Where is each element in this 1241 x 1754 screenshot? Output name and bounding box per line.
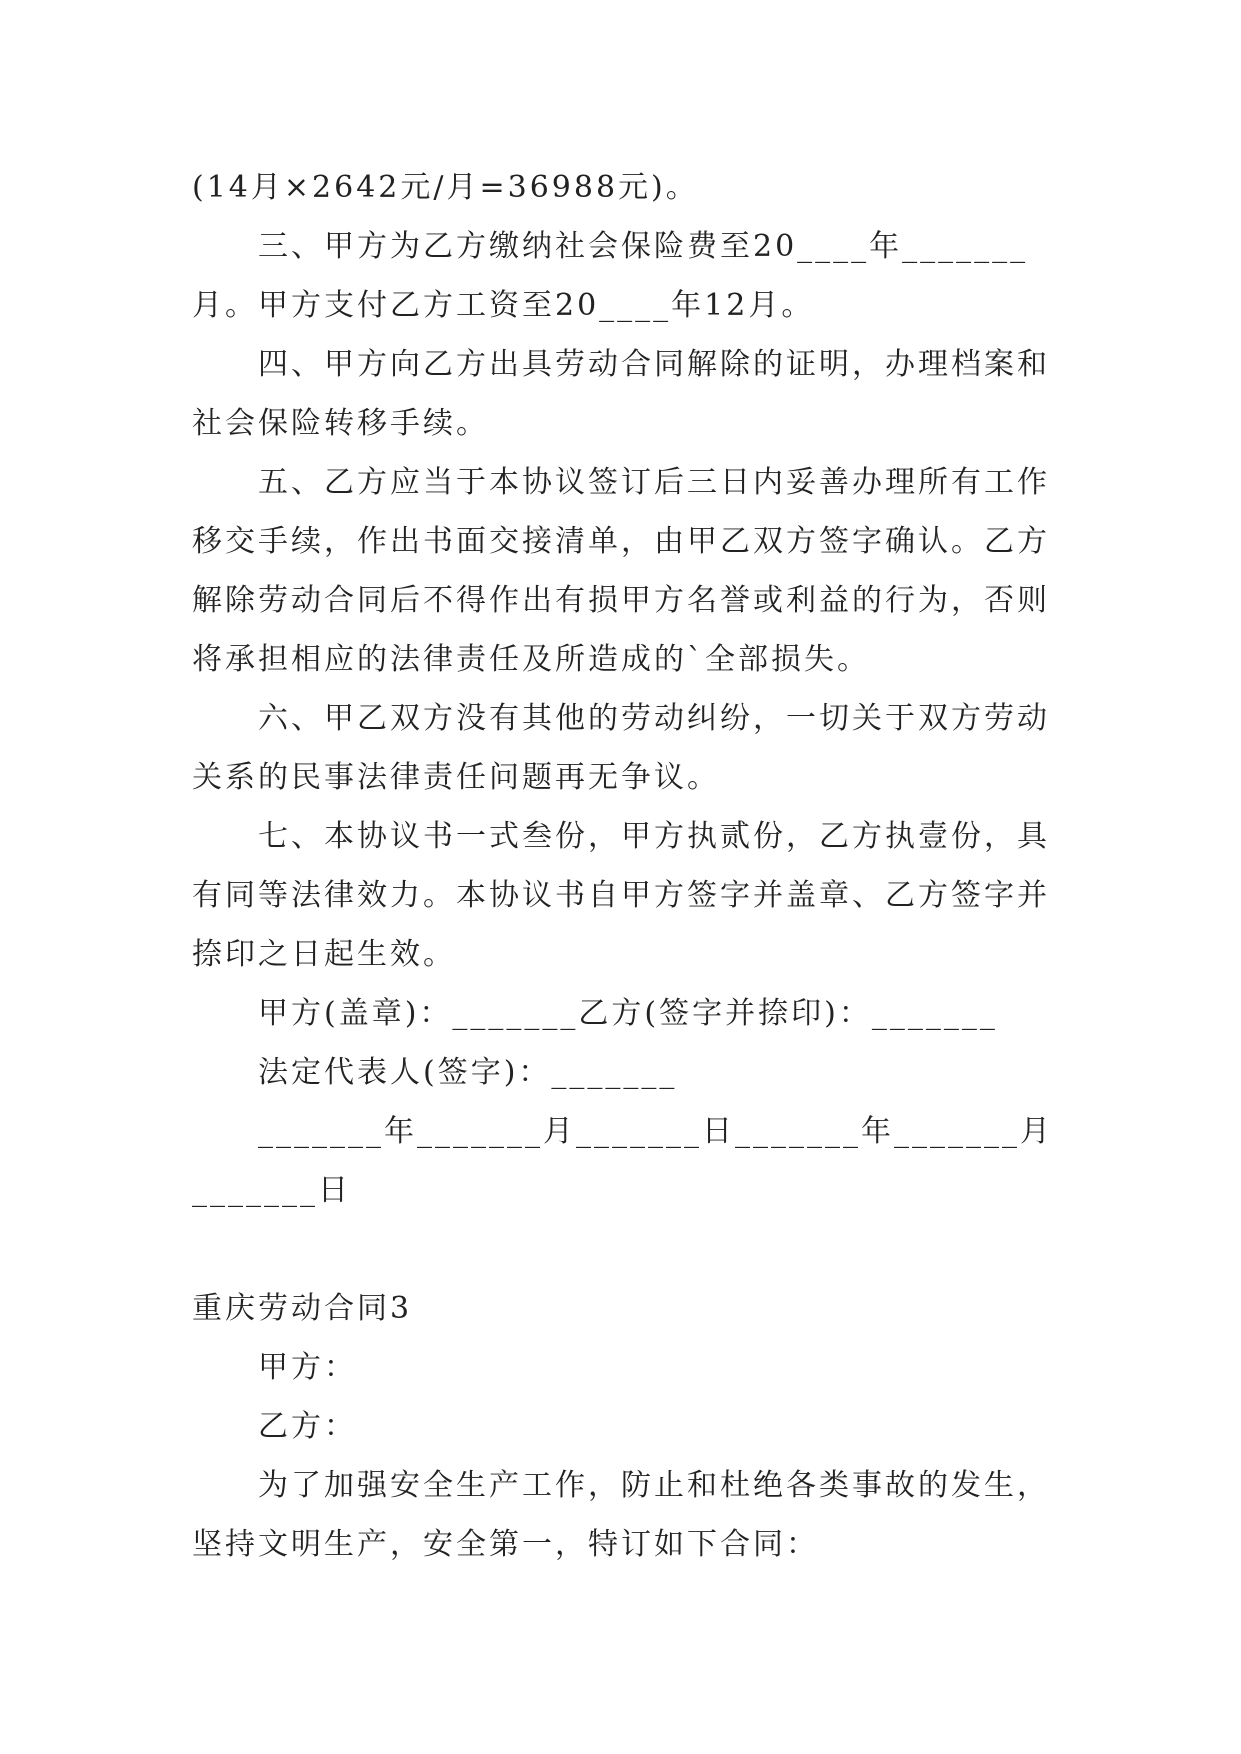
party-a-label: 甲方： xyxy=(258,1350,357,1385)
clause-5: 五、乙方应当于本协议签订后三日内妥善办理所有工作移交手续，作出书面交接清单，由甲乙双方签字确认。乙方解除劳动合同后不得作出有损甲方名誉或利益的行为，否则将承担相应的法律责任及所造成的`全部损失。 xyxy=(192,465,1050,677)
clause-4: 四、甲方向乙方出具劳动合同解除的证明，办理档案和社会保险转移手续。 xyxy=(192,347,1050,441)
section-title: 重庆劳动合同3 xyxy=(192,1291,413,1326)
signature-line-representative: 法定代表人(签字)：_______ xyxy=(258,1055,678,1090)
signature-line-parties: 甲方(盖章)：_______乙方(签字并捺印)：_______ xyxy=(258,996,998,1031)
contract-intro: 为了加强安全生产工作，防止和杜绝各类事故的发生，坚持文明生产，安全第一，特订如下合同： xyxy=(192,1468,1050,1562)
clause-3: 三、甲方为乙方缴纳社会保险费至20____年_______月。甲方支付乙方工资至20____年12月。 xyxy=(192,229,1029,323)
date-line: _______年_______月_______日_______年_______月_______日 xyxy=(192,1114,1053,1208)
clause-7: 七、本协议书一式叁份，甲方执贰份，乙方执壹份，具有同等法律效力。本协议书自甲方签字并盖章、乙方签字并捺印之日起生效。 xyxy=(192,819,1050,972)
clause-6: 六、甲乙双方没有其他的劳动纠纷，一切关于双方劳动关系的民事法律责任问题再无争议。 xyxy=(192,701,1050,795)
party-b-label: 乙方： xyxy=(258,1409,357,1444)
document-body xyxy=(192,158,1062,1574)
wage-calculation-text: (14月×2642元/月=36988元)。 xyxy=(192,170,699,205)
